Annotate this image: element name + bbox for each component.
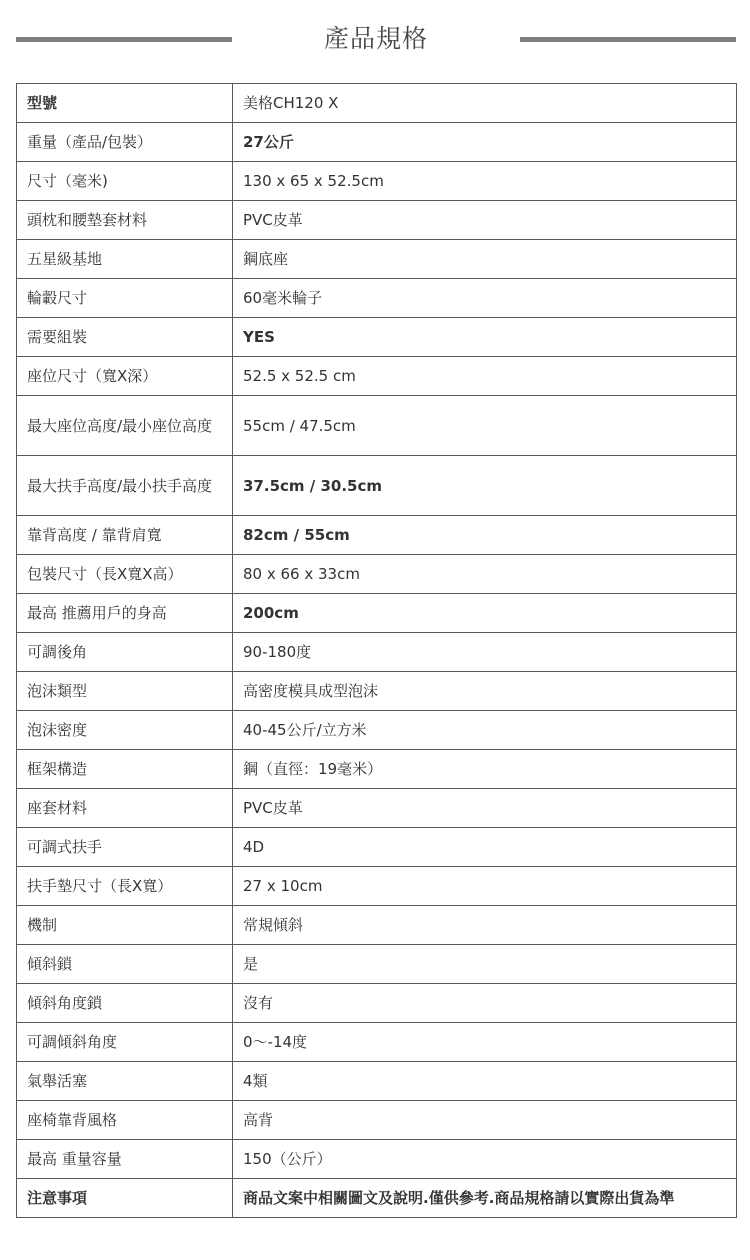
spec-value: 鋼底座 [233,240,737,279]
spec-row [17,789,737,828]
spec-label: 可調傾斜角度 [17,1023,233,1062]
spec-value: 常規傾斜 [233,906,737,945]
spec-value: YES [233,318,737,357]
spec-row [17,633,737,672]
spec-label: 座椅靠背風格 [17,1101,233,1140]
spec-label: 需要組裝 [17,318,233,357]
spec-value: 55cm / 47.5cm [233,396,737,456]
spec-label: 最大座位高度/最小座位高度 [17,396,233,456]
spec-value: 40-45公斤/立方米 [233,711,737,750]
spec-row [17,201,737,240]
spec-value: 52.5 x 52.5 cm [233,357,737,396]
spec-label: 機制 [17,906,233,945]
spec-row [17,711,737,750]
section-header [0,0,750,80]
spec-label: 靠背高度 / 靠背肩寬 [17,516,233,555]
spec-value: 150（公斤） [233,1140,737,1179]
spec-value: 80 x 66 x 33cm [233,555,737,594]
spec-row [17,357,737,396]
spec-row [17,1062,737,1101]
spec-value: 4D [233,828,737,867]
spec-value: 高密度模具成型泡沫 [233,672,737,711]
spec-value: 130 x 65 x 52.5cm [233,162,737,201]
spec-label: 最高 推薦用戶的身高 [17,594,233,633]
spec-label: 可調後角 [17,633,233,672]
spec-value: 27 x 10cm [233,867,737,906]
spec-row [17,318,737,357]
spec-label: 五星級基地 [17,240,233,279]
spec-row [17,750,737,789]
page-title: 產品規格 [323,24,428,53]
spec-value: 27公斤 [233,123,737,162]
spec-label: 可調式扶手 [17,828,233,867]
spec-label: 泡沫密度 [17,711,233,750]
spec-value: PVC皮革 [233,789,737,828]
spec-label: 傾斜角度鎖 [17,984,233,1023]
spec-row [17,1140,737,1179]
spec-label: 尺寸（毫米) [17,162,233,201]
spec-value: 鋼（直徑：19毫米） [233,750,737,789]
spec-row [17,1179,737,1218]
spec-label: 包裝尺寸（長X寬X高） [17,555,233,594]
spec-row [17,123,737,162]
spec-row [17,1023,737,1062]
spec-value: 0～-14度 [233,1023,737,1062]
spec-label: 注意事項 [17,1179,233,1218]
spec-table [16,83,737,1218]
spec-value: 美格CH120 X [233,84,737,123]
spec-label: 扶手墊尺寸（長X寬） [17,867,233,906]
spec-row [17,984,737,1023]
spec-row [17,279,737,318]
spec-row [17,555,737,594]
spec-row [17,867,737,906]
spec-label: 最高 重量容量 [17,1140,233,1179]
spec-row [17,906,737,945]
spec-label: 座位尺寸（寬X深） [17,357,233,396]
spec-row [17,84,737,123]
spec-label: 重量（產品/包裝） [17,123,233,162]
spec-row [17,594,737,633]
header-divider-left [16,37,232,42]
spec-label: 型號 [17,84,233,123]
spec-row [17,1101,737,1140]
spec-value: PVC皮革 [233,201,737,240]
spec-label: 泡沫類型 [17,672,233,711]
spec-value: 商品文案中相關圖文及說明.僅供參考.商品規格請以實際出貨為準 [233,1179,737,1218]
spec-label: 座套材料 [17,789,233,828]
spec-table-body [17,84,737,1218]
spec-row [17,162,737,201]
spec-value: 高背 [233,1101,737,1140]
spec-value: 是 [233,945,737,984]
spec-value: 90-180度 [233,633,737,672]
spec-row [17,828,737,867]
spec-value: 沒有 [233,984,737,1023]
spec-value: 37.5cm / 30.5cm [233,456,737,516]
spec-label: 最大扶手高度/最小扶手高度 [17,456,233,516]
spec-row [17,672,737,711]
spec-value: 200cm [233,594,737,633]
spec-row [17,456,737,516]
spec-row [17,396,737,456]
spec-value: 82cm / 55cm [233,516,737,555]
spec-value: 4類 [233,1062,737,1101]
spec-row [17,516,737,555]
spec-label: 氣舉活塞 [17,1062,233,1101]
spec-row [17,945,737,984]
spec-label: 傾斜鎖 [17,945,233,984]
header-divider-right [520,37,736,42]
spec-label: 頭枕和腰墊套材料 [17,201,233,240]
spec-value: 60毫米輪子 [233,279,737,318]
spec-row [17,240,737,279]
spec-label: 輪轂尺寸 [17,279,233,318]
spec-label: 框架構造 [17,750,233,789]
